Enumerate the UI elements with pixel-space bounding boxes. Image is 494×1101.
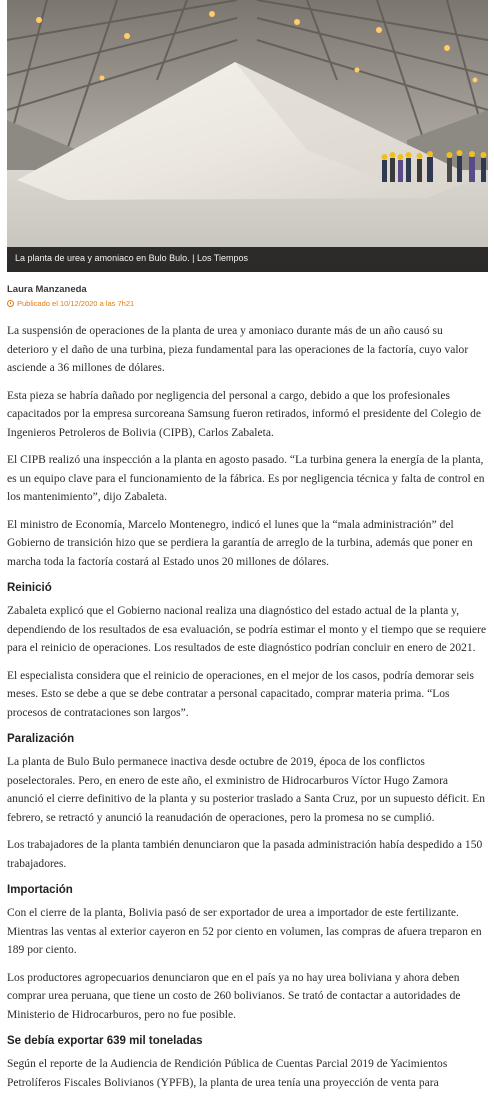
publish-date-text: Publicado el 10/12/2020 a las 7h21 xyxy=(17,299,135,308)
section-heading-reinicio: Reinició xyxy=(7,582,52,594)
author-name[interactable]: Laura Manzaneda xyxy=(7,284,87,295)
article-paragraph: La planta de Bulo Bulo permanece inactiva desde octubre de 2019, época de los conflictos poselectorales. Pero, en enero de este año, el exministro de Hidrocarburos Víctor Hugo Zamora anunció el cierre definitivo de la planta y su posterior traslado a Santa Cruz, por un supuesto déficit. En febrero, se retractó y anunció la reanudación de operaciones, pero la promesa no se cumplió. xyxy=(7,756,485,824)
section-heading-exportar: Se debía exportar 639 mil toneladas xyxy=(7,1035,203,1047)
hero-photo xyxy=(7,0,488,272)
article-body xyxy=(7,322,487,1101)
clock-icon xyxy=(7,300,14,307)
article-paragraph: Esta pieza se habría dañado por negligencia del personal a cargo, debido a que los profesionales capacitados por la empresa surcoreana Samsung fueron retirados, informó el presidente del Colegio de Ingenieros Petroleros de Bolivia (CIPB), Carlos Zabaleta. xyxy=(7,389,481,439)
photo-caption: La planta de urea y amoniaco en Bulo Bulo. | Los Tiempos xyxy=(15,253,248,263)
article-paragraph: Los productores agropecuarios denunciaron que en el país ya no hay urea boliviana y ahora deben comprar urea peruana, que tiene un costo de 260 bolivianos. Se trató de contactar a autoridades de Ministerio de Hidrocarburos, pero no fue posible. xyxy=(7,971,461,1021)
article-paragraph: Con el cierre de la planta, Bolivia pasó de ser exportador de urea a importador de este fertilizante. Mientras las ventas al exterior cayeron en 52 por ciento en volumen, las compras de afuera treparon en 189 por ciento. xyxy=(7,907,482,956)
article-paragraph: La suspensión de operaciones de la planta de urea y amoniaco durante más de un año causó su deterioro y el daño de una turbina, pieza fundamental para las operaciones de la factoría, cuyo valor asciende a 36 millones de dólares. xyxy=(7,325,469,374)
article-paragraph: El CIPB realizó una inspección a la planta en agosto pasado. “La turbina genera la energía de la planta, es un equipo clave para el funcionamiento de la fábrica. Es por negligencia técnica y falta de control en los mantenimiento”, dijo Zabaleta. xyxy=(7,454,485,503)
article-paragraph: Según el reporte de la Audiencia de Rendición Pública de Cuentas Parcial 2019 de Yacimientos Petrolíferos Fiscales Bolivianos (YPFB), la planta de urea tenía una proyección de venta para xyxy=(7,1058,448,1089)
article-paragraph: El ministro de Economía, Marcelo Montenegro, indicó el lunes que la “mala administración” del Gobierno de transición hizo que se perdiera la garantía de arreglo de la turbina, además que poner en marcha toda la factoría costará al Estado unos 20 millones de dólares. xyxy=(7,518,473,568)
article-paragraph: Zabaleta explicó que el Gobierno nacional realiza una diagnóstico del estado actual de la planta y, dependiendo de los resultados de esa evaluación, se podría estimar el monto y el tiempo que se requiere para el reinicio de operaciones. Los resultados de este diagnóstico podrían concluir en enero de 2021. xyxy=(7,605,487,654)
publish-date xyxy=(7,299,134,308)
section-heading-paralizacion: Paralización xyxy=(7,733,75,745)
article-paragraph: El especialista considera que el reinicio de operaciones, en el mejor de los casos, podría demorar seis meses. Esto se debe a que se debe contratar a personal capacitado, comprar materia prima. “Los procesos de contrataciones son largos”. xyxy=(7,669,474,719)
article-paragraph: Los trabajadores de la planta también denunciaron que la pasada administración había despedido a 150 trabajadores. xyxy=(7,839,483,870)
section-heading-importacion: Importación xyxy=(7,884,73,896)
urea-warehouse-image xyxy=(7,0,488,272)
photo-caption-bar xyxy=(7,247,488,272)
